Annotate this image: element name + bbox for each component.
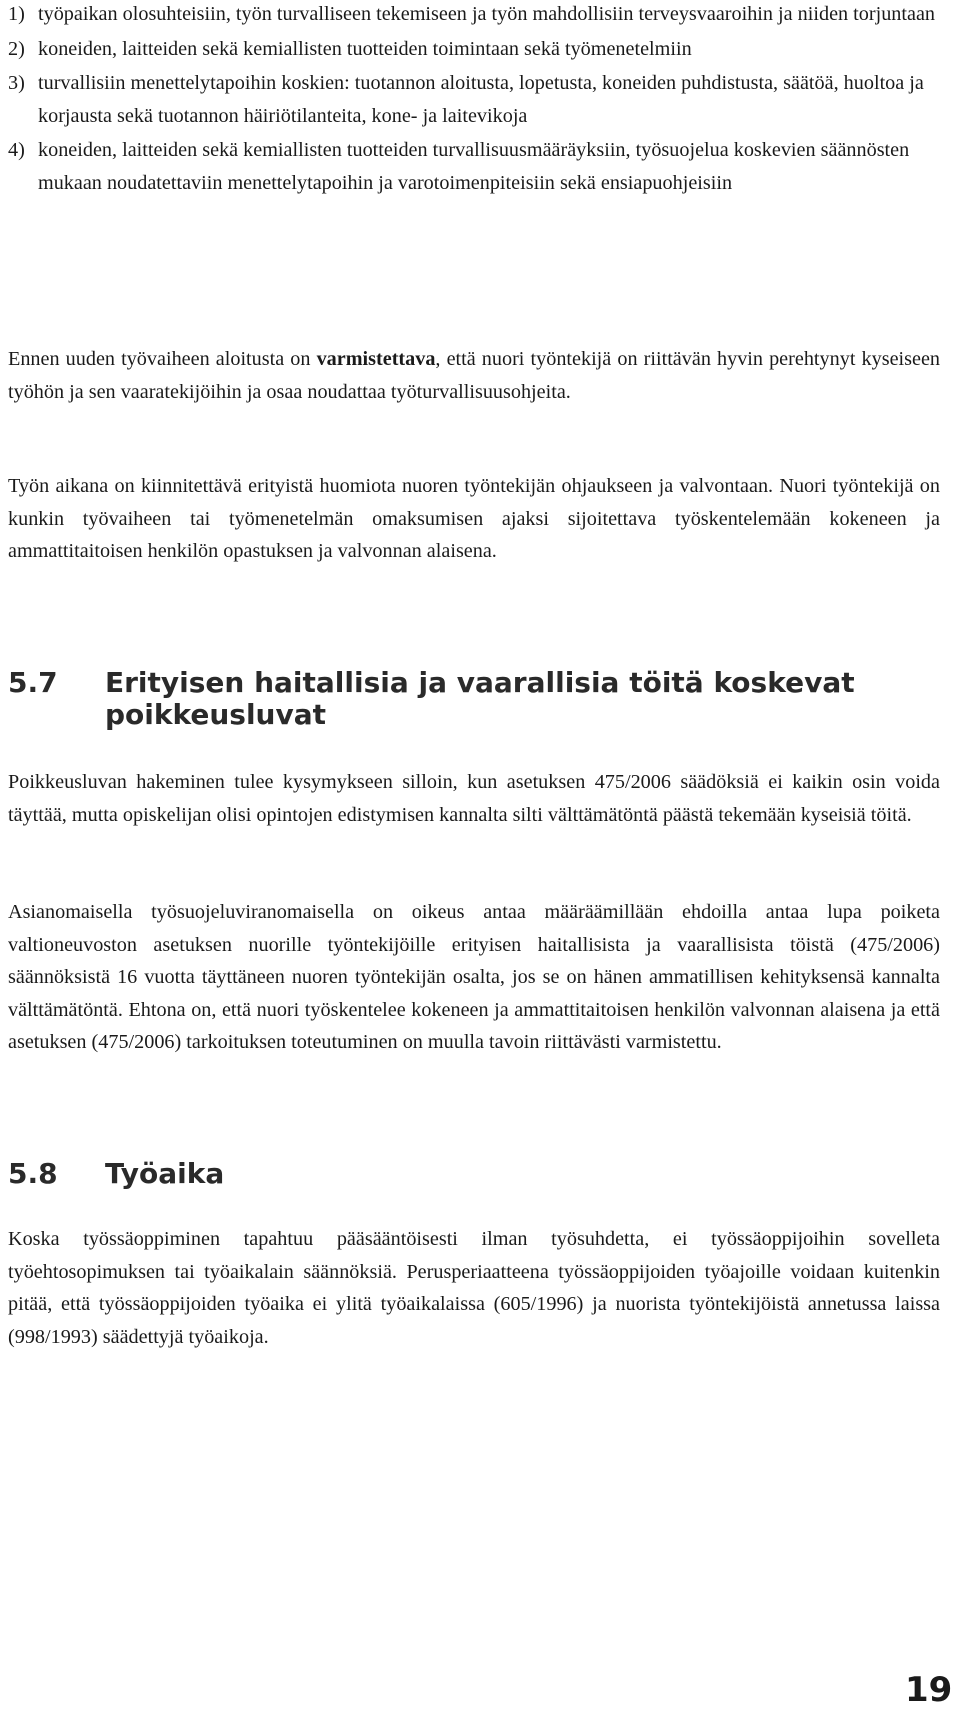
list-item [8, 0, 940, 31]
paragraph-exemption: Poikkeusluvan hakeminen tulee kysymykseen silloin, kun asetuksen 475/2006 säädöksiä ei kaikin osin voida täyttää, mutta opiskelijan olisi opintojen edistymisen kannalta silti välttämätöntä päästä tekemään kyseisiä töitä. [8, 771, 940, 826]
paragraph-text: , että nuori työntekijä on riittävän hyvin perehtynyt kyseiseen työhön ja sen vaaratekijöihin ja osaa noudattaa työturvallisuusohjeita. [8, 348, 941, 403]
list-item [8, 67, 940, 132]
list-item [8, 33, 940, 66]
paragraph-supervision: Työn aikana on kiinnitettävä erityistä huomiota nuoren työntekijän ohjaukseen ja valvontaan. Nuori työntekijä on kunkin työvaiheen tai työmenetelmän omaksumisen ajaksi sijoitettava työskentelemään kokeneen ja ammattitaitoisen henkilön opastuksen ja valvonnan alaisena. [8, 475, 940, 562]
list-item-text: työpaikan olosuhteisiin, työn turvalliseen tekemiseen ja työn mahdollisiin terveysvaaroihin ja niiden torjuntaan [38, 3, 936, 25]
list-item-text: koneiden, laitteiden sekä kemiallisten tuotteiden toimintaan sekä työmenetelmiin [38, 37, 692, 60]
section-title: Työaika [105, 1157, 225, 1190]
section-title: Erityisen haitallisia ja vaarallisia töitä koskevat poikkeusluvat [105, 666, 855, 731]
list-item-text: turvallisiin menettelytapoihin koskien: tuotannon aloitusta, lopetusta, koneiden puhdistusta, säätöä, huoltoa ja korjausta sekä tuotannon häiriötilanteita, kone- ja laitevikoja [38, 72, 924, 127]
paragraph-text: Ennen uuden työvaiheen aloitusta on [8, 348, 317, 370]
section-number: 5.8 [8, 1157, 58, 1190]
list-number: 1) [8, 3, 25, 25]
page-number: 19 [905, 1670, 953, 1710]
paragraph-intro-check [8, 343, 940, 408]
list-item-text: koneiden, laitteiden sekä kemiallisten tuotteiden turvallisuusmääräyksiin, työsuojelua koskevien säännösten mukaan noudatettaviin menettelytapoihin ja varotoimenpiteisiin sekä ensiapuohjeisiin [38, 139, 910, 194]
emphasis-text: varmistettava [316, 348, 436, 370]
section-number: 5.7 [8, 666, 58, 699]
section-heading [8, 1158, 885, 1190]
list-number: 3) [8, 72, 25, 94]
numbered-list [8, 0, 940, 199]
list-number: 4) [8, 139, 25, 161]
paragraph-authority: Asianomaisella työsuojeluviranomaisella on oikeus antaa määräämillään ehdoilla antaa lupa poiketa valtioneuvoston asetuksen nuorille työntekijöille erityisen haitallisista ja vaarallisista töistä (475/2006) säännöksistä 16 vuotta täyttäneen nuoren työntekijän osalta, jos se on hänen ammatillisen kehityksensä kannalta välttämätöntä. Ehtona on, että nuori työskentelee kokeneen ja ammattitaitoisen henkilön valvonnan alaisena ja että asetuksen (475/2006) tarkoituksen toteutuminen on muulla tavoin riittävästi varmistettu. [8, 901, 940, 1053]
section-heading [8, 667, 885, 731]
paragraph-working-hours: Koska työssäoppiminen tapahtuu pääsääntöisesti ilman työsuhdetta, ei työssäoppijoihin sovelleta työehtosopimuksen tai työaikalain säännöksiä. Perusperiaatteena työssäoppijoiden työajoille voidaan kuitenkin pitää, että työssäoppijoiden työaika ei ylitä työaikalaissa (605/1996) ja nuorista työntekijöistä annetussa laissa (998/1993) säädettyjä työaikoja. [8, 1228, 940, 1348]
list-item [8, 134, 940, 199]
list-number: 2) [8, 37, 25, 60]
